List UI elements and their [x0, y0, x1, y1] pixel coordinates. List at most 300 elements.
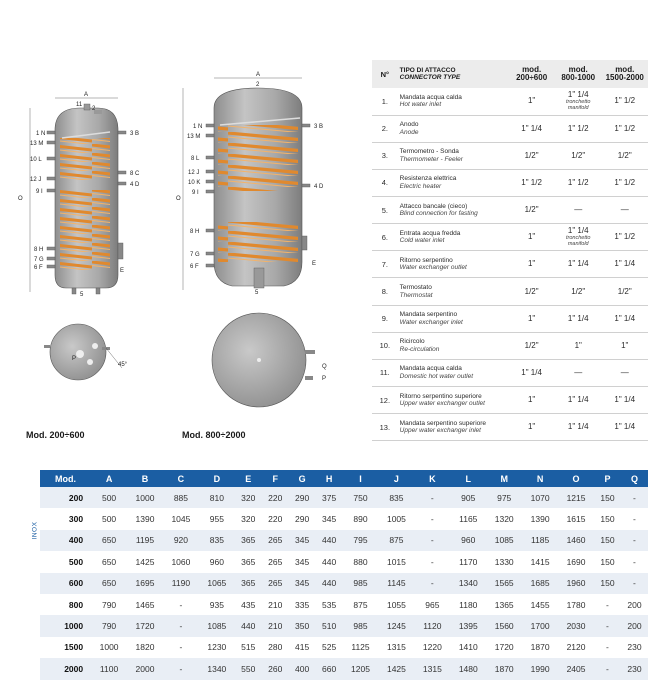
- right-label-1n: 1 N: [193, 124, 203, 130]
- dim-header-q: Q: [630, 473, 638, 484]
- dim-value-cell: 1045: [171, 514, 191, 525]
- dim-value-cell: -: [179, 621, 183, 632]
- connector-row: [372, 88, 648, 115]
- right-label-e: E: [312, 261, 317, 267]
- connector-row: [372, 278, 648, 305]
- left-label-13m: 13 M: [30, 141, 44, 147]
- connector-name-en: Re-circulation: [399, 345, 440, 353]
- dim-value-cell: 1315: [386, 642, 406, 653]
- dim-value-cell: 1720: [135, 621, 155, 632]
- dim-value-cell: 210: [268, 621, 283, 632]
- dimensions-table-body: [22, 487, 648, 680]
- header-mod-800-1000: [555, 60, 602, 88]
- connector-size-value: 1" 1/4: [567, 422, 589, 432]
- dim-value-cell: -: [430, 492, 434, 503]
- left-angle: 45°: [118, 362, 128, 368]
- left-label-8h: 8 H: [34, 247, 44, 253]
- connector-size-200-600: 1": [527, 395, 536, 405]
- connector-size-200-600: 1" 1/4: [521, 367, 542, 377]
- caption-small-models: Mod. 200÷600: [26, 430, 85, 440]
- dimension-row: [22, 508, 648, 529]
- dim-model-cell: 800: [68, 599, 84, 610]
- dim-value-cell: -: [606, 642, 609, 653]
- connector-size-200-600: 1/2": [524, 286, 539, 296]
- dim-value-cell: 1245: [386, 621, 406, 632]
- dimension-row: [22, 637, 648, 658]
- dim-value-cell: 290: [295, 492, 310, 503]
- connector-description: [398, 224, 509, 251]
- dim-value-cell: 985: [353, 578, 368, 589]
- connector-name-en: Cold water inlet: [399, 237, 445, 245]
- dim-value-cell: 550: [241, 663, 256, 674]
- dim-value-cell: 1215: [566, 492, 586, 503]
- dim-value-cell: 1000: [99, 642, 119, 653]
- dim-value-cell: 350: [295, 621, 310, 632]
- left-label-7g: 7 G: [34, 257, 44, 263]
- dim-value-cell: -: [606, 621, 609, 632]
- dim-value-cell: 265: [268, 578, 283, 589]
- connector-header-row: [372, 60, 648, 88]
- dim-value-cell: 150: [600, 578, 615, 589]
- dim-value-cell: 335: [295, 599, 310, 610]
- tank-drawings-svg: [0, 0, 370, 450]
- dim-value-cell: 1340: [458, 578, 478, 589]
- dim-value-cell: 1120: [423, 621, 442, 632]
- connector-size-value: 1" 1/2: [567, 123, 589, 133]
- dim-value-cell: 265: [268, 535, 283, 546]
- dim-header-k: K: [429, 473, 436, 484]
- left-label-8c: 8 C: [130, 171, 140, 177]
- right-label-8h: 8 H: [190, 229, 200, 235]
- header-mod-range: 1500-2000: [605, 73, 644, 82]
- dim-value-cell: 1415: [530, 556, 550, 567]
- connector-number: 2.: [381, 124, 388, 134]
- left-label-12j: 12 J: [30, 177, 42, 183]
- dim-model-cell: 300: [68, 514, 84, 525]
- connector-number: 8.: [381, 287, 388, 297]
- dim-value-cell: 510: [321, 621, 337, 632]
- connector-size-value: 1" 1/4: [567, 259, 589, 269]
- dim-value-cell: 1085: [494, 535, 514, 546]
- dim-value-cell: 230: [627, 642, 642, 653]
- connector-description: [398, 332, 509, 359]
- dim-value-cell: 150: [600, 514, 615, 525]
- connector-size-800-1000: [555, 305, 602, 332]
- connector-name-en: Upper water exchanger outlet: [399, 400, 485, 408]
- dim-value-cell: 885: [173, 492, 188, 503]
- dim-value-cell: 345: [295, 535, 310, 546]
- left-label-10l: 10 L: [30, 157, 42, 163]
- right-label-9i: 9 I: [192, 190, 199, 196]
- connector-description: [398, 359, 509, 386]
- dim-value-cell: 1195: [135, 535, 155, 546]
- dim-value-cell: -: [179, 599, 183, 610]
- dim-value-cell: 1185: [530, 535, 550, 546]
- dim-value-cell: 1990: [530, 663, 550, 674]
- connector-size-200-600: 1": [527, 422, 536, 432]
- header-mod-range: 200÷600: [516, 73, 548, 82]
- dim-value-cell: 1700: [530, 621, 550, 632]
- dim-value-cell: 320: [241, 492, 256, 503]
- dim-value-cell: 345: [295, 556, 310, 567]
- dim-value-cell: 290: [295, 514, 310, 525]
- connector-size-800-1000: [555, 414, 602, 441]
- connector-name-en: Domestic hot water outlet: [399, 372, 474, 380]
- dim-value-cell: -: [633, 514, 636, 525]
- connector-name-en: Hot water inlet: [399, 101, 442, 109]
- dim-header-a: A: [105, 473, 113, 484]
- dim-value-cell: 1690: [566, 556, 586, 567]
- dim-value-cell: 1425: [386, 663, 406, 674]
- connector-row: [372, 224, 648, 251]
- connector-size-800-1000: [555, 197, 602, 224]
- dim-value-cell: 875: [389, 535, 404, 546]
- dim-value-cell: 1410: [458, 642, 478, 653]
- header-mod-200-600: [508, 60, 555, 88]
- dim-value-cell: 515: [241, 642, 256, 653]
- dim-value-cell: 1315: [422, 663, 442, 674]
- dim-value-cell: 1085: [207, 621, 227, 632]
- connector-size-800-1000: [555, 88, 602, 115]
- connector-size-1500-2000: 1" 1/2: [614, 177, 636, 187]
- connector-size-1500-2000: 1" 1/2: [614, 123, 636, 133]
- dimension-row: [22, 594, 648, 615]
- dim-header-n: N: [536, 473, 544, 484]
- left-label-e: E: [120, 268, 125, 274]
- dim-value-cell: 415: [295, 642, 310, 653]
- connector-size-800-1000: [555, 142, 602, 169]
- connector-row: [372, 305, 648, 332]
- upper-coil-large: [218, 125, 298, 191]
- connector-number: 1.: [381, 96, 388, 106]
- right-plan-q: Q: [322, 364, 327, 370]
- dim-value-cell: -: [606, 599, 609, 610]
- dim-value-cell: 1565: [494, 578, 514, 589]
- dim-value-cell: -: [179, 663, 183, 674]
- caption-large-models: Mod. 800÷2000: [182, 430, 246, 440]
- dim-header-i: I: [359, 473, 362, 484]
- dim-value-cell: 1425: [135, 556, 155, 567]
- connector-size-value: 1": [574, 340, 582, 350]
- dim-value-cell: 650: [101, 556, 117, 567]
- connector-size-1500-2000: 1/2": [617, 286, 632, 296]
- connector-name-it: Ritorno serpentino superiore: [399, 392, 482, 400]
- dim-value-cell: -: [430, 556, 434, 567]
- dim-value-cell: 500: [101, 492, 117, 503]
- dim-value-cell: -: [633, 535, 636, 546]
- dim-value-cell: -: [633, 578, 636, 589]
- dim-a-left: A: [84, 92, 89, 98]
- connector-name-it: Ricircolo: [399, 338, 425, 346]
- connector-description: [398, 251, 509, 278]
- inox-label: INOX: [31, 521, 39, 540]
- dim-value-cell: 1320: [494, 514, 514, 525]
- tank-large-plan: [212, 313, 315, 407]
- connector-number: 5.: [381, 205, 388, 215]
- connector-number: 13.: [379, 422, 391, 432]
- dim-value-cell: 1820: [135, 642, 155, 653]
- connector-name-it: Termometro - Sonda: [399, 148, 459, 156]
- dim-header-p: P: [604, 473, 611, 484]
- dim-value-cell: 935: [209, 599, 224, 610]
- dim-header-f: F: [272, 473, 278, 484]
- dim-value-cell: 2000: [135, 663, 155, 674]
- dim-value-cell: 960: [461, 535, 476, 546]
- dim-value-cell: 345: [295, 578, 310, 589]
- connector-row: [372, 414, 648, 441]
- dim-value-cell: 440: [321, 535, 337, 546]
- dim-header-d: D: [213, 473, 221, 484]
- dim-value-cell: 375: [321, 492, 337, 503]
- right-label-12j: 12 J: [188, 170, 200, 176]
- dim-value-cell: 1205: [351, 663, 370, 674]
- dim-value-cell: 810: [209, 492, 224, 503]
- right-label-6f: 6 F: [190, 264, 199, 270]
- connector-size-200-600: 1" 1/4: [521, 123, 542, 133]
- connector-number: 6.: [381, 232, 388, 242]
- connector-size-800-1000: [555, 251, 602, 278]
- header-number: N°: [380, 69, 390, 79]
- dim-model-cell: 400: [68, 535, 84, 546]
- dim-value-cell: 1065: [207, 578, 227, 589]
- dim-model-cell: 2000: [64, 663, 84, 674]
- connector-name-it: Mandata acqua calda: [399, 365, 462, 373]
- lower-coil: [60, 190, 110, 270]
- right-plan-p: P: [322, 376, 327, 382]
- dim-value-cell: -: [179, 642, 183, 653]
- connector-number: 7.: [381, 259, 388, 269]
- dim-value-cell: 1000: [135, 492, 155, 503]
- connector-size-800-1000: [555, 332, 602, 359]
- dim-model-cell: 500: [68, 556, 84, 567]
- dim-a-right: A: [256, 72, 261, 78]
- dim-value-cell: 1165: [459, 514, 478, 525]
- connector-size-note: tronchetto manifold: [565, 235, 591, 248]
- connector-size-1500-2000: 1" 1/4: [614, 395, 636, 405]
- dim-value-cell: 955: [209, 514, 224, 525]
- dimension-row: [22, 487, 648, 508]
- dim-value-cell: 345: [321, 514, 337, 525]
- dim-value-cell: 835: [209, 535, 224, 546]
- connector-name-it: Ritorno serpentino: [399, 256, 453, 264]
- right-label-7g: 7 G: [190, 252, 200, 258]
- connector-row: [372, 169, 648, 196]
- dim-o-left: O: [18, 196, 23, 202]
- dim-value-cell: 535: [321, 599, 337, 610]
- dim-header-c: C: [177, 473, 185, 484]
- dim-value-cell: 795: [353, 535, 368, 546]
- side-spacer: [22, 470, 40, 487]
- dim-value-cell: 890: [353, 514, 368, 525]
- dim-value-cell: 1365: [494, 599, 514, 610]
- connector-name-en: Water exchanger inlet: [399, 318, 463, 326]
- dim-value-cell: 200: [627, 621, 642, 632]
- connector-size-200-600: 1/2": [524, 205, 539, 215]
- header-type-en: CONNECTOR TYPE: [399, 74, 461, 81]
- left-label-1n: 1 N: [36, 131, 46, 137]
- dim-value-cell: -: [606, 663, 609, 674]
- dim-value-cell: 220: [268, 514, 283, 525]
- connector-name-en: Anode: [399, 128, 419, 136]
- dim-value-cell: -: [633, 492, 636, 503]
- connector-description: [398, 278, 509, 305]
- dim-value-cell: 975: [497, 492, 512, 503]
- dim-value-cell: 400: [295, 663, 310, 674]
- connector-name-it: Mandata serpentino: [399, 311, 458, 319]
- dim-value-cell: 1180: [459, 599, 478, 610]
- dim-value-cell: 960: [209, 556, 224, 567]
- lower-coil-large: [218, 222, 298, 262]
- connector-size-note: tronchetto manifold: [565, 99, 591, 112]
- dim-value-cell: 1480: [458, 663, 478, 674]
- connector-description: [398, 414, 509, 441]
- dim-model-cell: 1500: [64, 642, 84, 653]
- dim-value-cell: 920: [173, 535, 188, 546]
- connector-number: 10.: [379, 341, 391, 351]
- connector-table: [372, 60, 648, 441]
- connector-row: [372, 142, 648, 169]
- dim-value-cell: -: [430, 514, 434, 525]
- dim-value-cell: -: [430, 535, 434, 546]
- connector-table-body: [372, 88, 648, 441]
- left-label-4d: 4 D: [130, 182, 140, 188]
- connector-size-1500-2000: 1" 1/2: [614, 96, 636, 106]
- dim-value-cell: 650: [101, 535, 117, 546]
- dim-header-m: M: [500, 473, 508, 484]
- dim-value-cell: -: [430, 578, 434, 589]
- connector-size-200-600: 1": [527, 313, 536, 323]
- connector-description: [398, 305, 509, 332]
- dim-value-cell: 790: [101, 599, 117, 610]
- dim-value-cell: 440: [321, 556, 337, 567]
- header-type: [398, 60, 509, 88]
- dim-value-cell: 1460: [566, 535, 586, 546]
- connector-size-200-600: 1": [527, 96, 536, 106]
- dim-value-cell: 1330: [494, 556, 514, 567]
- header-mod-1500-2000: [601, 60, 648, 88]
- connector-size-200-600: 1/2": [524, 340, 539, 350]
- dim-value-cell: 1060: [171, 556, 191, 567]
- right-label-13m: 13 M: [187, 134, 201, 140]
- dim-value-cell: 965: [425, 599, 440, 610]
- right-label-10k: 10 K: [188, 180, 201, 186]
- dim-value-cell: 440: [321, 578, 337, 589]
- connector-size-800-1000: [555, 387, 602, 414]
- connector-name-it: Entrata acqua fredda: [399, 229, 461, 237]
- header-mod-word: mod.: [615, 65, 635, 74]
- connector-description: [398, 115, 509, 142]
- dim-model-cell: 1000: [64, 621, 84, 632]
- right-label-4d: 4 D: [314, 184, 324, 190]
- connector-size-1500-2000: —: [620, 367, 629, 377]
- connector-description: [398, 387, 509, 414]
- tank-small-elevation: [30, 98, 126, 294]
- left-label-9i: 9 I: [36, 189, 43, 195]
- connector-size-value: 1" 1/2: [567, 177, 589, 187]
- dim-header-o: O: [572, 473, 580, 484]
- connector-description: [398, 169, 509, 196]
- dim-value-cell: 1390: [530, 514, 550, 525]
- dim-header-l: L: [465, 473, 472, 484]
- header-mod-range: 800-1000: [561, 73, 596, 82]
- connector-row: [372, 387, 648, 414]
- dim-value-cell: 320: [241, 514, 256, 525]
- dim-value-cell: 220: [268, 492, 283, 503]
- connector-size-1500-2000: 1": [621, 340, 629, 350]
- dim-value-cell: 1055: [386, 599, 406, 610]
- dim-value-cell: 1390: [135, 514, 155, 525]
- dim-value-cell: 500: [101, 514, 117, 525]
- dim-value-cell: 1125: [351, 642, 370, 653]
- dim-value-cell: 365: [241, 535, 256, 546]
- dimension-row: [22, 530, 648, 551]
- tank-large-elevation: [183, 78, 310, 290]
- dim-value-cell: 2120: [566, 642, 586, 653]
- connector-size-value: 1/2": [571, 150, 586, 160]
- dim-header-b: B: [141, 473, 149, 484]
- connector-name-it: Mandata serpentino superiore: [399, 419, 487, 427]
- connector-name-it: Mandata acqua calda: [399, 93, 462, 101]
- dim-value-cell: 260: [268, 663, 283, 674]
- connector-size-200-600: 1/2": [524, 150, 539, 160]
- connector-number: 11.: [379, 368, 390, 378]
- dim-value-cell: 1870: [494, 663, 514, 674]
- connector-name-it: Termostato: [399, 284, 432, 292]
- dim-value-cell: 1465: [135, 599, 155, 610]
- dim-value-cell: 880: [353, 556, 368, 567]
- dim-value-cell: 1560: [494, 621, 514, 632]
- dim-value-cell: 1070: [530, 492, 550, 503]
- connector-row: [372, 197, 648, 224]
- dim-header-model: Mod.: [55, 473, 77, 484]
- connector-row: [372, 251, 648, 278]
- connector-size-1500-2000: 1" 1/4: [614, 259, 636, 269]
- connector-size-value: 1" 1/4: [567, 90, 589, 100]
- connector-size-800-1000: [555, 115, 602, 142]
- dim-model-cell: 600: [68, 578, 84, 589]
- dim-value-cell: 1695: [135, 578, 155, 589]
- dim-header-j: J: [393, 473, 399, 484]
- connector-description: [398, 197, 509, 224]
- connector-size-800-1000: [555, 224, 602, 251]
- dim-value-cell: 1960: [566, 578, 586, 589]
- dim-value-cell: 230: [627, 663, 642, 674]
- connector-size-200-600: 1": [527, 232, 536, 242]
- dim-value-cell: 1615: [566, 514, 586, 525]
- dim-value-cell: 440: [241, 621, 256, 632]
- connector-name-en: Electric heater: [399, 182, 442, 190]
- connector-size-value: 1" 1/4: [567, 313, 589, 323]
- connector-description: [398, 142, 509, 169]
- connector-size-value: 1" 1/4: [567, 226, 589, 236]
- connector-size-200-600: 1": [527, 259, 536, 269]
- dim-value-cell: 1005: [386, 514, 406, 525]
- dim-value-cell: 150: [600, 492, 615, 503]
- connector-row: [372, 332, 648, 359]
- dim-model-cell: 200: [68, 492, 84, 503]
- conn-11-label: 11: [76, 102, 83, 108]
- dimension-row: [22, 658, 648, 679]
- dim-value-cell: 875: [353, 599, 368, 610]
- connector-size-value: 1/2": [571, 286, 586, 296]
- connector-number: 12.: [379, 395, 391, 405]
- dim-value-cell: 435: [241, 599, 256, 610]
- connector-size-800-1000: [555, 278, 602, 305]
- header-type-it: TIPO DI ATTACCO: [399, 66, 456, 74]
- dim-value-cell: 280: [268, 642, 283, 653]
- dim-o-right: O: [176, 196, 181, 202]
- dim-value-cell: 1015: [386, 556, 406, 567]
